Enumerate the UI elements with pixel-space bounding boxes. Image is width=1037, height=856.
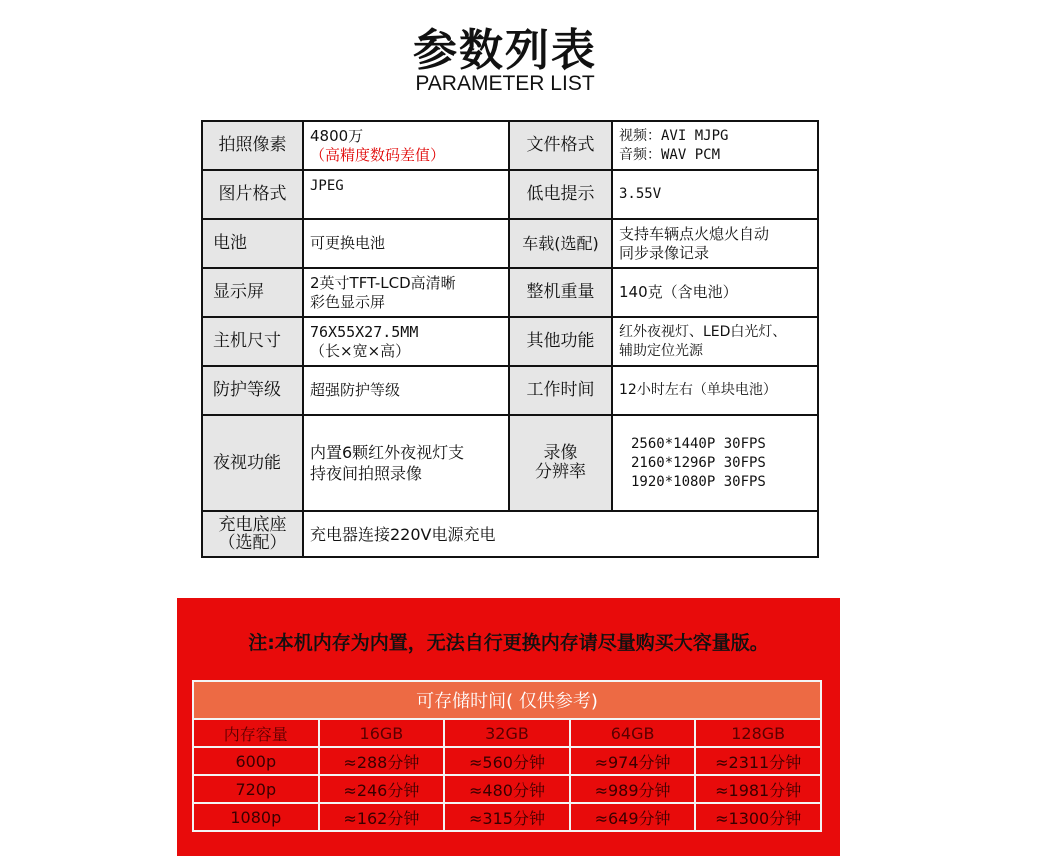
table-row (202, 219, 818, 268)
storage-header-row (193, 719, 821, 747)
table-row (202, 268, 818, 317)
param-label (202, 511, 303, 557)
param-label: 文件格式 (509, 121, 612, 170)
param-value: 超强防护等级 (303, 366, 509, 415)
page-subtitle: PARAMETER LIST (415, 72, 595, 95)
param-value-line: 红外夜视灯、LED白光灯、 (619, 323, 787, 340)
table-row (202, 170, 818, 219)
duration-cell: ≈989分钟 (570, 775, 696, 803)
param-label: 夜视功能 (202, 415, 303, 511)
param-label-line: 录像 (543, 443, 578, 463)
table-row (202, 415, 818, 511)
resolution-cell: 600p (193, 747, 319, 775)
param-label: 车载(选配) (509, 219, 612, 268)
column-header: 16GB (319, 719, 445, 747)
storage-caption: 可存储时间( 仅供参考) (193, 681, 821, 719)
duration-cell: ≈649分钟 (570, 803, 696, 831)
param-label: 整机重量 (509, 268, 612, 317)
param-value-line: 视频：AVI MJPG (619, 127, 729, 144)
param-value: JPEG (303, 170, 509, 219)
param-value: 充电器连接220V电源充电 (303, 511, 818, 557)
table-row (202, 366, 818, 415)
param-value-line: 彩色显示屏 (310, 292, 386, 311)
column-header: 64GB (570, 719, 696, 747)
param-label (509, 415, 612, 511)
param-value-line: 同步录像记录 (619, 243, 710, 262)
param-label: 低电提示 (509, 170, 612, 219)
param-value-line: 内置6颗红外夜视灯支 (310, 443, 465, 462)
param-value: 12小时左右（单块电池） (612, 366, 818, 415)
duration-cell: ≈974分钟 (570, 747, 696, 775)
column-header: 128GB (695, 719, 821, 747)
param-value-line: 音频：WAV PCM (619, 146, 721, 163)
param-label: 工作时间 (509, 366, 612, 415)
param-label-line: （选配） (218, 533, 287, 553)
param-label: 图片格式 (202, 170, 303, 219)
table-row (202, 121, 818, 170)
param-value-line: 2英寸TFT-LCD高清晰 (310, 273, 456, 292)
param-value (612, 415, 818, 511)
param-value (612, 317, 818, 366)
duration-cell: ≈162分钟 (319, 803, 445, 831)
table-row (193, 775, 821, 803)
page-title: 参数列表 (413, 25, 597, 76)
param-value-line: 1920*1080P 30FPS (631, 473, 766, 490)
resolution-cell: 1080p (193, 803, 319, 831)
storage-caption-row (193, 681, 821, 719)
table-row (202, 511, 818, 557)
duration-cell: ≈246分钟 (319, 775, 445, 803)
param-value (612, 219, 818, 268)
param-value (303, 121, 509, 170)
param-value-line: 2560*1440P 30FPS (631, 435, 766, 452)
param-value-line: 2160*1296P 30FPS (631, 454, 766, 471)
param-value (303, 415, 509, 511)
param-value (303, 268, 509, 317)
column-header: 内存容量 (193, 719, 319, 747)
parameter-table (201, 120, 819, 558)
param-label-line: 充电底座 (218, 515, 287, 535)
param-label: 其他功能 (509, 317, 612, 366)
resolution-cell: 720p (193, 775, 319, 803)
param-value (612, 121, 818, 170)
duration-cell: ≈480分钟 (444, 775, 570, 803)
param-label: 电池 (202, 219, 303, 268)
param-value: 3.55V (612, 170, 818, 219)
param-value: 可更换电池 (303, 219, 509, 268)
param-label: 显示屏 (202, 268, 303, 317)
param-value (303, 317, 509, 366)
duration-cell: ≈2311分钟 (695, 747, 821, 775)
duration-cell: ≈560分钟 (444, 747, 570, 775)
storage-table (192, 680, 822, 832)
param-value-line: 辅助定位光源 (619, 342, 703, 359)
duration-cell: ≈315分钟 (444, 803, 570, 831)
table-row (193, 803, 821, 831)
param-value: 140克（含电池） (612, 268, 818, 317)
duration-cell: ≈288分钟 (319, 747, 445, 775)
storage-panel (177, 598, 840, 856)
param-value-line: 4800万 (310, 126, 364, 145)
param-label: 拍照像素 (202, 121, 303, 170)
param-value-line: 持夜间拍照录像 (310, 464, 423, 483)
table-row (202, 317, 818, 366)
storage-note: 注:本机内存为内置，无法自行更换内存请尽量购买大容量版。 (248, 632, 769, 654)
table-row (193, 747, 821, 775)
duration-cell: ≈1300分钟 (695, 803, 821, 831)
param-label: 防护等级 (202, 366, 303, 415)
param-value-line: （长×宽×高） (310, 341, 411, 360)
param-label: 主机尺寸 (202, 317, 303, 366)
param-value-line: 76X55X27.5MM (310, 322, 419, 341)
duration-cell: ≈1981分钟 (695, 775, 821, 803)
param-value-note: （高精度数码差值） (310, 145, 446, 164)
param-value-line: 支持车辆点火熄火自动 (619, 224, 770, 243)
param-label-line: 分辨率 (535, 462, 586, 482)
column-header: 32GB (444, 719, 570, 747)
